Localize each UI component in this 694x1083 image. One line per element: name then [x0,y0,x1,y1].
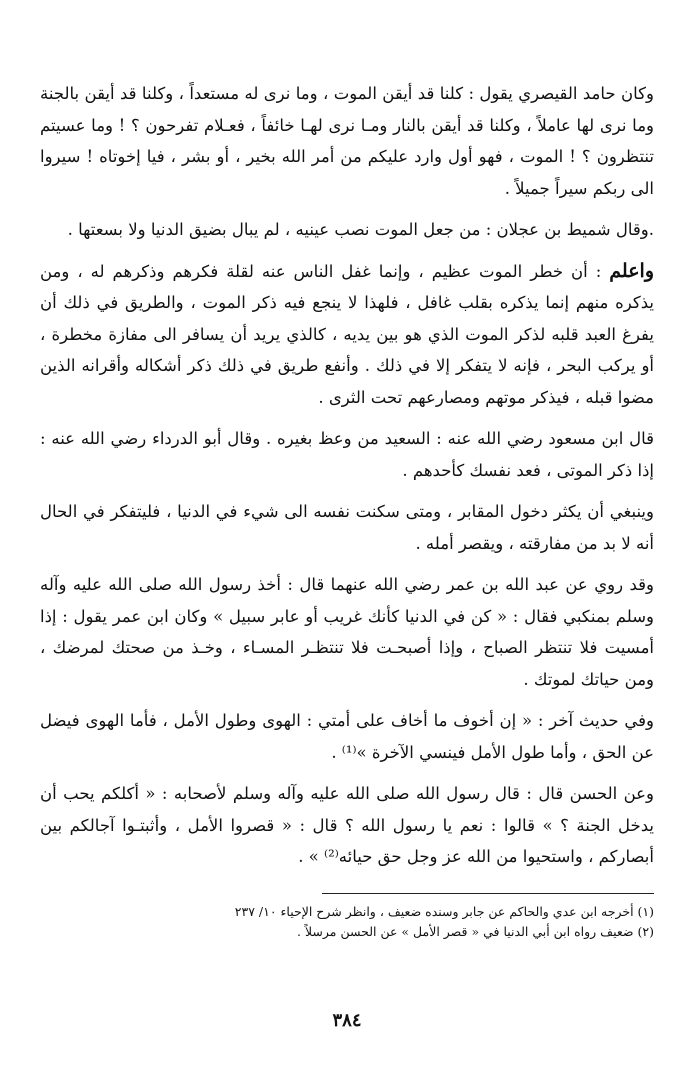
paragraph-hamid-alqaysari [40,78,654,204]
paragraph-text: .وقال شميط بن عجلان : من جعل الموت نصب عينيه ، لم يبال بضيق الدنيا ولا بسعتها . [67,220,654,239]
paragraph-visit-graves [40,496,654,559]
paragraph-text: : أن خطر الموت عظيم ، وإنما غفل الناس عنه لقلة فكرهم وذكرهم له ، ومن يذكره منهم إنما يذكره بقلب غافل ، فلهذا لا ينجع فيه ذكر الموت ، والطريق في ذلك أن يفرغ العبد قلبه لذكر الموت الذي هو بين يديه ، كالذي يريد أن يسافر الى مفازة مخطرة ، أو يركب البحر ، فإنه لا يتفكر إلا في ذلك . وأنفع طريق في ذلك ذكر أشكاله وأقرانه الذين مضوا قبله ، فيذكر موتهم ومصارعهم تحت الثرى . [40,261,654,407]
paragraph-text: وفي حديث آخر : « إن أخوف ما أخاف على أمتي : الهوى وطول الأمل ، فأما الهوى فيضل عن الحق ، وأما طول الأمل فينسي الآخرة »⁽¹⁾ . [40,711,654,762]
book-page [40,78,654,942]
paragraph-al-hasan [40,778,654,873]
footnote-1: (١) أخرجه ابن عدي والحاكم عن جابر وسنده ضعيف ، وانظر شرح الإحياء ١٠/ ٢٣٧ [234,903,654,919]
paragraph-know-death [40,256,654,414]
paragraph-text: وينبغي أن يكثر دخول المقابر ، ومتى سكنت نفسه الى شيء في الدنيا ، فليتفكر في الحال أنه لا بد من مفارقته ، ويقصر أمله . [40,502,654,553]
paragraph-text: وكان حامد القيصري يقول : كلنا قد أيقن الموت ، وما نرى له مستعداً ، وكلنا قد أيقن بالجنة وما نرى لها عاملاً ، وكلنا قد أيقن بالنار ومـا نرى لهـا خائفاً ، فعـلام تفرحون ؟ ! وما عسيتم تنتظرون ؟ ! الموت ، فهو أول وارد عليكم من أمر الله بخير ، أو بشر ، فيا إخوتاه ! سيروا الى ربكم سيراً جميلاً . [40,84,654,198]
paragraph-ibn-umar-hadith [40,569,654,695]
paragraph-text: قال ابن مسعود رضي الله عنه : السعيد من وعظ بغيره . وقال أبو الدرداء رضي الله عنه : إذا ذكر الموتى ، فعد نفسك كأحدهم . [40,429,654,480]
paragraph-text: وقد روي عن عبد الله بن عمر رضي الله عنهما قال : أخذ رسول الله صلى الله عليه وآله وسلم بمنكبي فقال : « كن في الدنيا كأنك غريب أو عابر سبيل » وكان ابن عمر يقول : إذا أمسيت فلا تنتظر الصباح ، وإذا أصبحـت فلا تنتظـر المسـاء ، وخـذ من صحتك لمرضك ، ومن حياتك لموتك . [40,575,655,689]
paragraph-another-hadith [40,705,654,768]
footnote-divider [322,893,654,894]
footnote-2: (٢) ضعيف رواه ابن أبي الدنيا في « قصر الأمل » عن الحسن مرسلاً . [297,923,654,939]
paragraph-ibn-masud [40,423,654,486]
paragraph-lead-word: واعلم [609,259,654,282]
paragraph-shumait-ibn-ajlan [40,214,654,246]
footnotes [40,902,654,942]
page-number: ٣٨٤ [332,1010,362,1031]
paragraph-text: وعن الحسن قال : قال رسول الله صلى الله عليه وآله وسلم لأصحابه : « أكلكم يحب أن يدخل الجنة ؟ » قالوا : نعم يا رسول الله ؟ قال : « قصروا الأمل ، وأثبتـوا آجالكم بين أبصاركم ، واستحيوا من الله عز وجل حق حيائه⁽²⁾ » . [40,784,654,866]
